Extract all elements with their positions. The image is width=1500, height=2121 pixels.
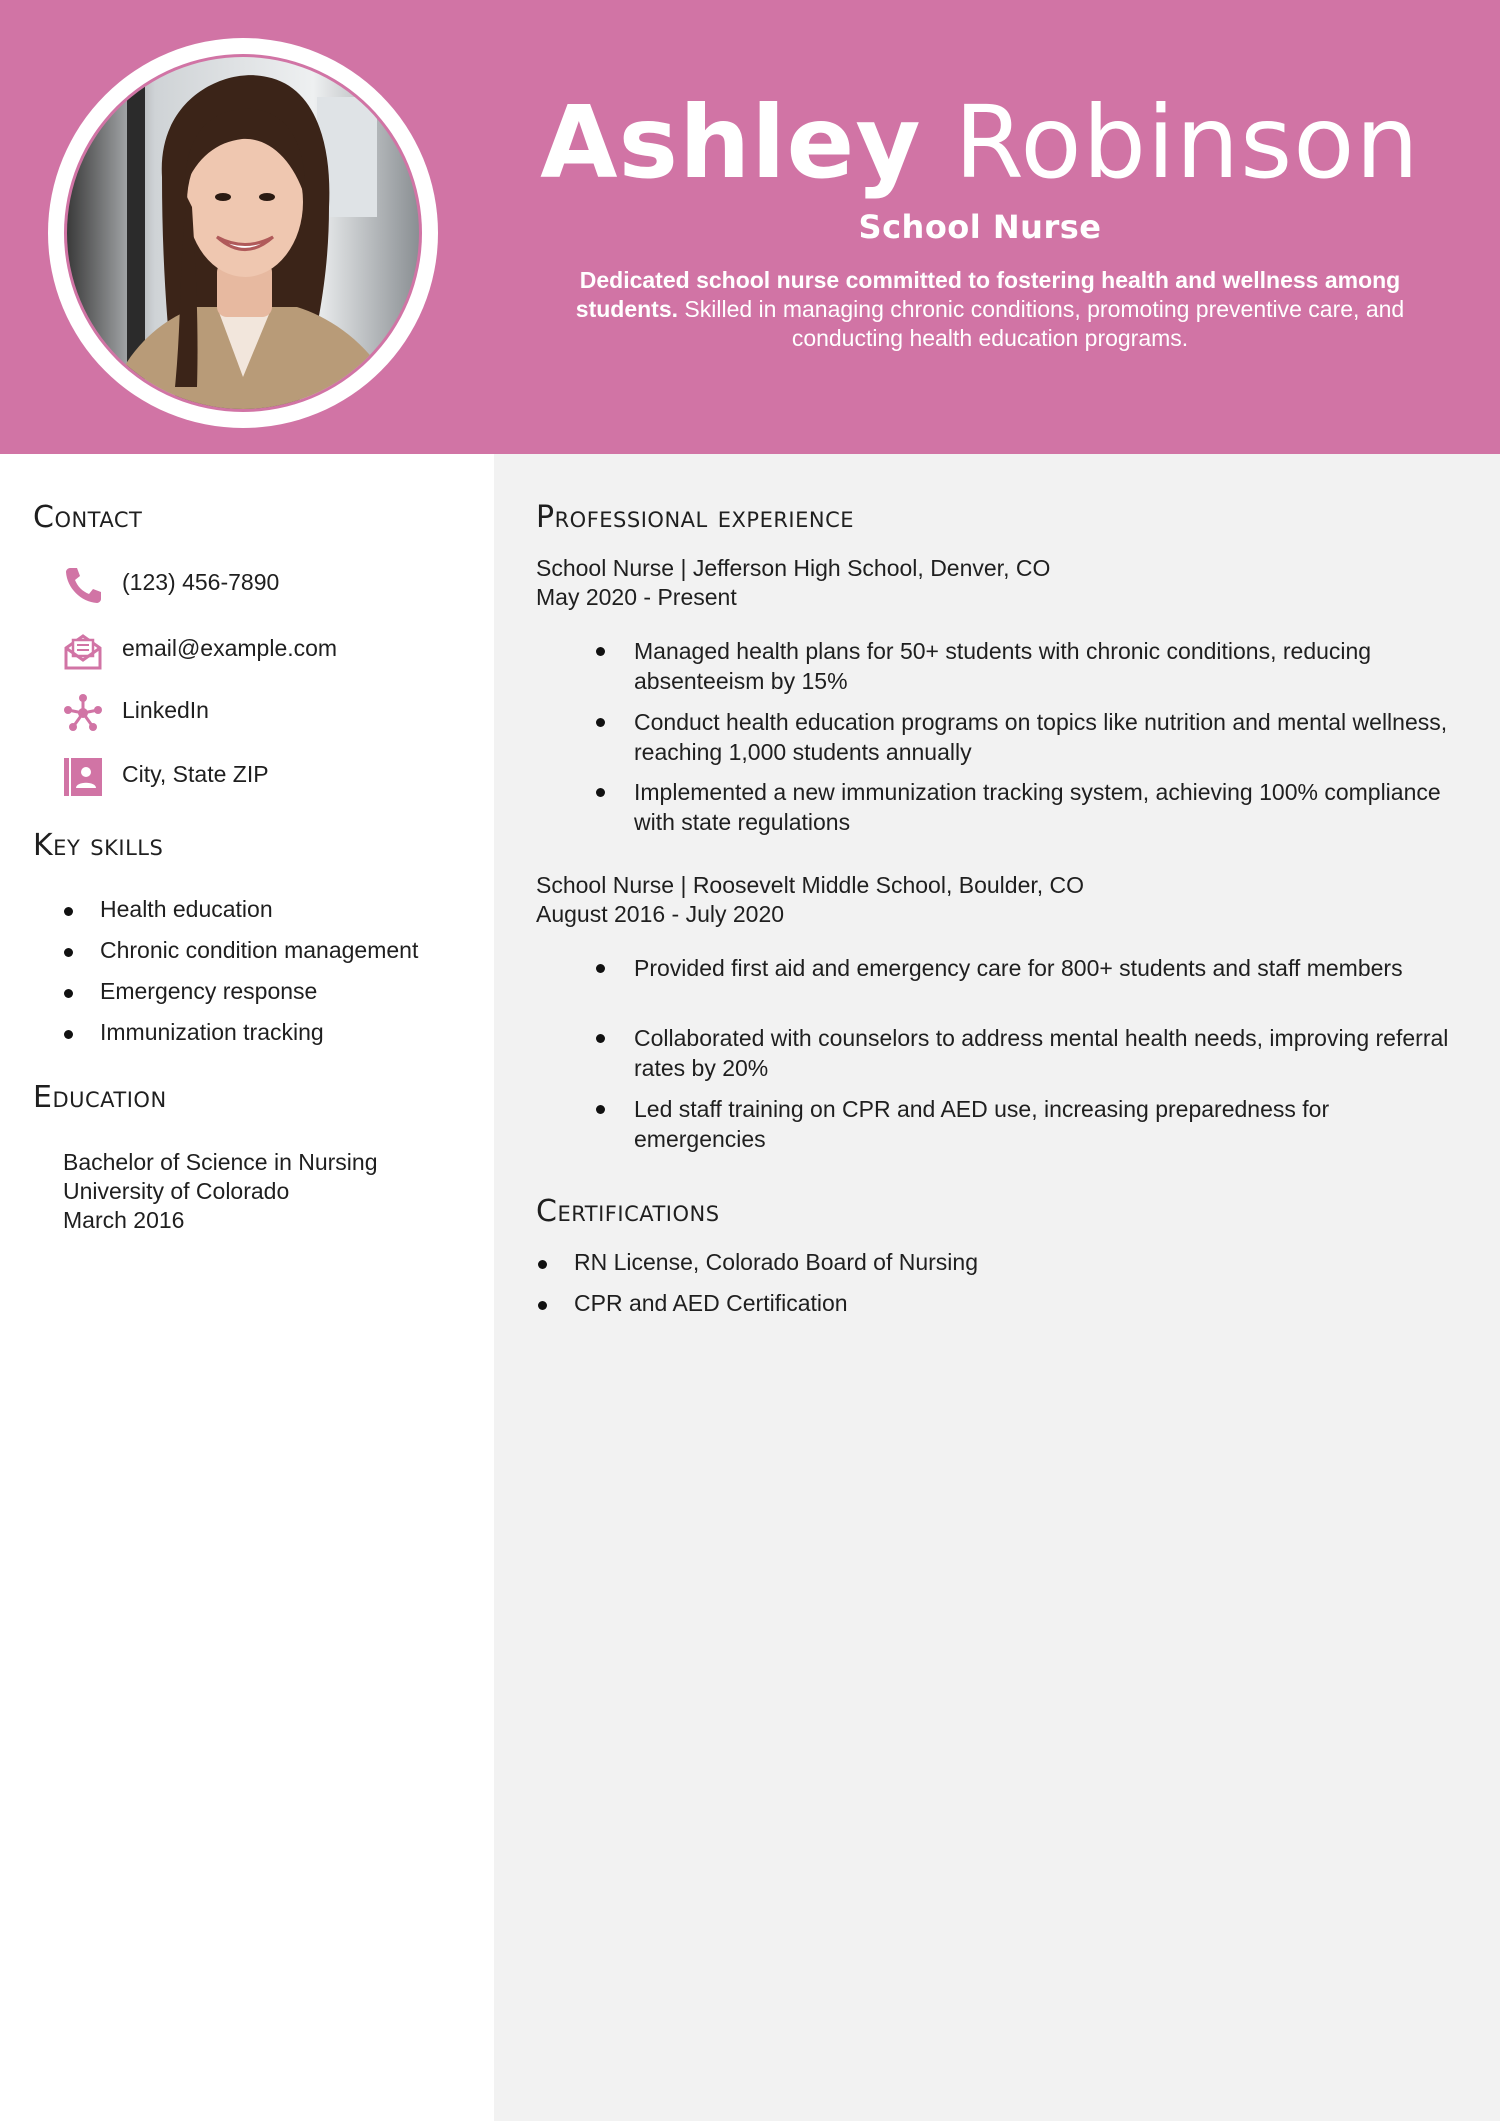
bullet-dot <box>538 1260 547 1269</box>
education-school: University of Colorado <box>63 1178 290 1204</box>
contact-phone <box>62 560 482 608</box>
job-bullet-text: Managed health plans for 50+ students with chronic conditions, reducing absenteeism by 15% <box>634 638 1372 694</box>
skill-text: Chronic condition management <box>100 937 419 963</box>
contact-email-text: email@example.com <box>122 635 338 661</box>
contact-heading: Contact <box>33 500 143 535</box>
cert-item <box>536 1290 848 1317</box>
job-bullet <box>594 1023 1454 1083</box>
contact-phone-text: (123) 456-7890 <box>122 569 280 595</box>
bullet-dot <box>64 989 73 998</box>
job-bullet <box>594 1094 1454 1154</box>
network-icon <box>62 692 104 734</box>
main-column <box>494 454 1500 2121</box>
contact-email <box>62 626 482 674</box>
last-name: Robinson <box>954 84 1420 201</box>
contact-linkedin-text: LinkedIn <box>122 697 209 723</box>
skill-item <box>62 1019 324 1046</box>
bullet-dot <box>538 1301 547 1310</box>
job-bullet <box>594 777 1454 837</box>
summary <box>540 266 1440 353</box>
skill-text: Immunization tracking <box>100 1019 324 1045</box>
skill-item <box>62 937 418 964</box>
job-role: School Nurse | Jefferson High School, Denver, CO <box>536 555 1051 581</box>
first-name: Ashley <box>540 84 922 201</box>
skill-item <box>62 978 317 1005</box>
bullet-dot <box>596 718 605 727</box>
candidate-name <box>520 84 1440 201</box>
job-title: School Nurse <box>858 208 1102 246</box>
skill-text: Emergency response <box>100 978 318 1004</box>
bullet-dot <box>596 788 605 797</box>
bullet-dot <box>596 1034 605 1043</box>
job-role: School Nurse | Roosevelt Middle School, Boulder, CO <box>536 872 1085 898</box>
job-bullet-text: Provided first aid and emergency care for 800+ students and staff members <box>634 955 1403 981</box>
bullet-dot <box>596 964 605 973</box>
job-bullet <box>594 707 1454 767</box>
address-book-icon <box>62 756 104 798</box>
job-dates: May 2020 - Present <box>536 584 737 610</box>
email-icon <box>62 630 104 672</box>
bullet-dot <box>596 647 605 656</box>
summary-text: Skilled in managing chronic conditions, promoting preventive care, and conducting health education programs. <box>684 296 1405 351</box>
skill-item <box>62 896 273 923</box>
profile-photo <box>67 57 419 409</box>
phone-icon <box>62 564 104 606</box>
skill-text: Health education <box>100 896 273 922</box>
certifications-heading: Certifications <box>536 1194 720 1229</box>
education-heading: Education <box>33 1080 167 1115</box>
bullet-dot <box>64 1030 73 1039</box>
contact-address-text: City, State ZIP <box>122 761 269 787</box>
cert-text: RN License, Colorado Board of Nursing <box>574 1249 978 1275</box>
cert-text: CPR and AED Certification <box>574 1290 848 1316</box>
contact-linkedin <box>62 688 482 736</box>
bullet-dot <box>596 1105 605 1114</box>
bullet-dot <box>64 907 73 916</box>
job-bullet-text: Collaborated with counselors to address mental health needs, improving referral rates by 20% <box>634 1025 1449 1081</box>
education-degree: Bachelor of Science in Nursing <box>63 1149 378 1175</box>
job-dates: August 2016 - July 2020 <box>536 901 785 927</box>
job-bullet-text: Implemented a new immunization tracking system, achieving 100% compliance with state regulations <box>634 779 1441 835</box>
job-bullet <box>594 636 1454 696</box>
bullet-dot <box>64 948 73 957</box>
education-date: March 2016 <box>63 1207 185 1233</box>
cert-item <box>536 1249 978 1276</box>
experience-heading: Professional experience <box>536 500 855 535</box>
job-bullet-text: Conduct health education programs on topics like nutrition and mental wellness, reaching 1,000 students annually <box>634 709 1448 765</box>
job-bullet <box>594 953 1454 983</box>
contact-address <box>62 752 482 800</box>
summary-bold: Dedicated school nurse committed to fostering health and wellness among students. <box>575 267 1401 322</box>
job-bullet-text: Led staff training on CPR and AED use, increasing preparedness for emergencies <box>634 1096 1330 1152</box>
skills-heading: Key skills <box>33 828 164 863</box>
